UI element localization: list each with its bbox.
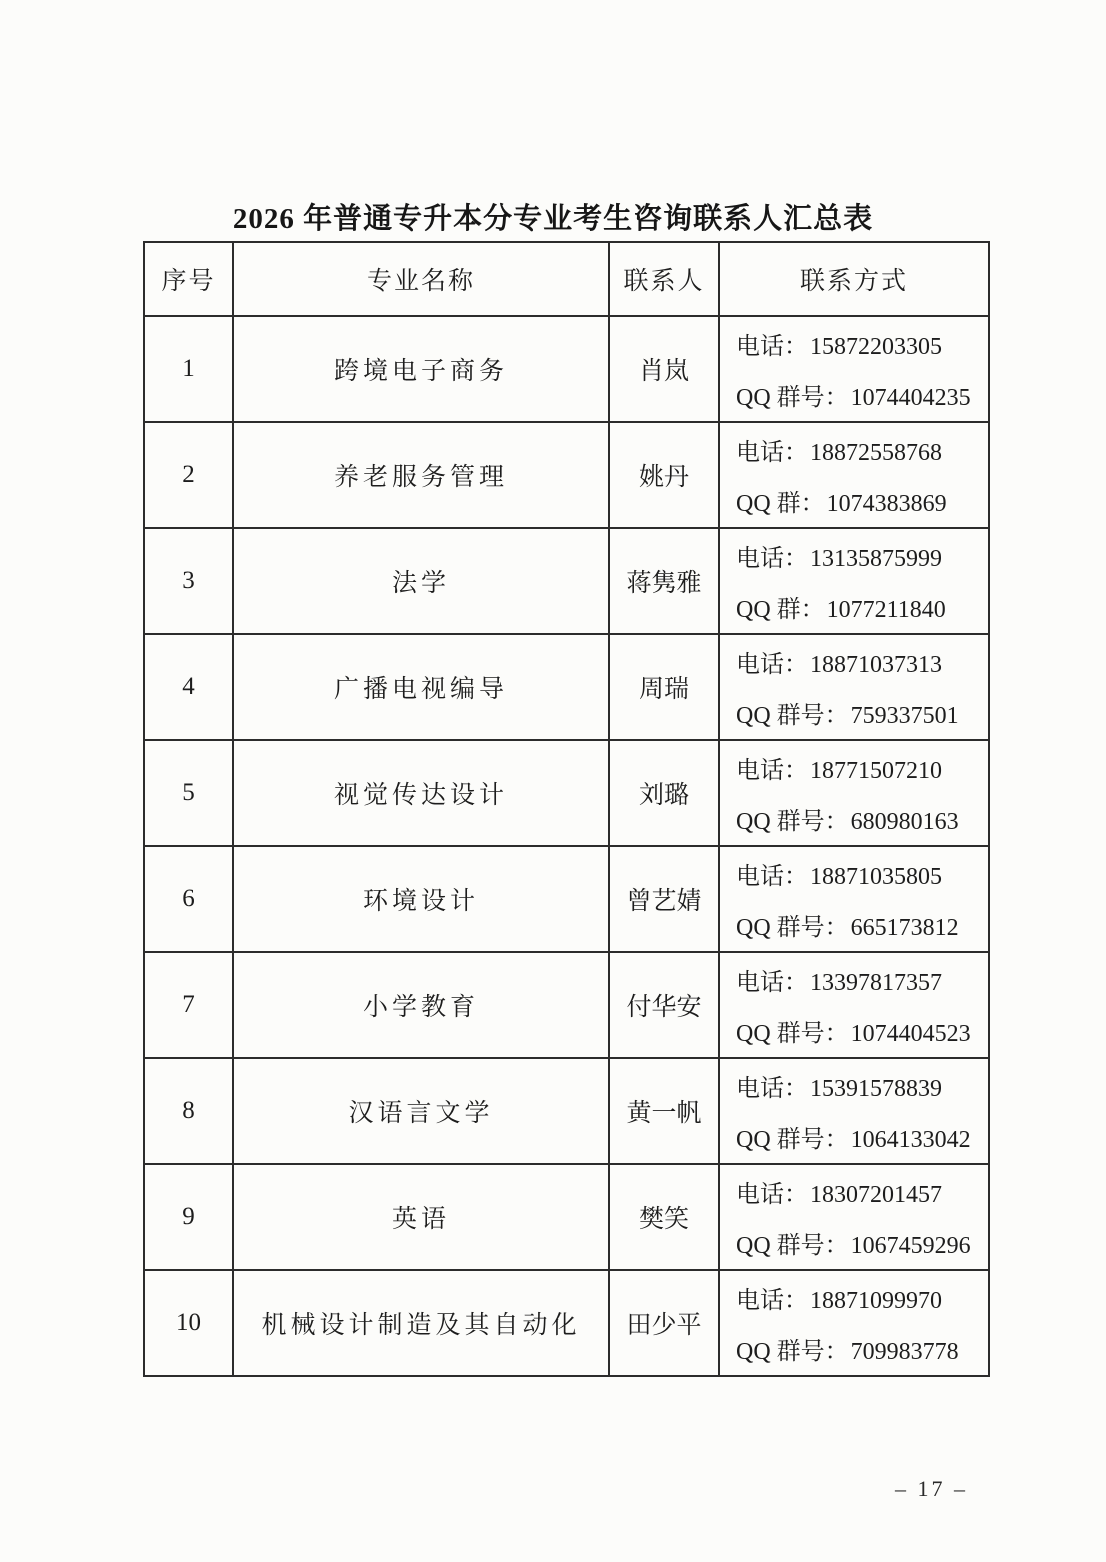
row-contact: 姚丹 [609, 422, 719, 528]
table-row [144, 1058, 989, 1164]
qq-group-label: QQ 群号： [736, 385, 849, 411]
row-index: 10 [144, 1270, 233, 1376]
row-major: 法学 [233, 528, 609, 634]
row-contact: 黄一帆 [609, 1058, 719, 1164]
phone-number: 18871037313 [810, 652, 942, 678]
qq-line [736, 695, 984, 730]
phone-number: 15391578839 [810, 1076, 942, 1102]
phone-line [736, 326, 984, 361]
phone-line [736, 1068, 984, 1103]
table-row [144, 846, 989, 952]
table-row [144, 528, 989, 634]
phone-line [736, 1280, 984, 1315]
row-contact: 蒋隽雅 [609, 528, 719, 634]
header-method: 联系方式 [719, 242, 989, 316]
page-number: – 17 – [895, 1476, 968, 1501]
row-method [719, 1270, 989, 1376]
phone-number: 15872203305 [810, 334, 942, 360]
qq-group-number: 665173812 [850, 915, 959, 941]
header-contact: 联系人 [609, 242, 719, 316]
qq-group-label: QQ 群号： [736, 1127, 849, 1153]
phone-label: 电话： [736, 1182, 808, 1208]
qq-group-label: QQ 群： [736, 597, 825, 623]
phone-line [736, 432, 984, 467]
row-index: 8 [144, 1058, 233, 1164]
contact-table [143, 241, 990, 1377]
table-row [144, 952, 989, 1058]
row-method [719, 952, 989, 1058]
method-lines [736, 643, 984, 731]
table-row [144, 422, 989, 528]
row-major: 环境设计 [233, 846, 609, 952]
phone-label: 电话： [736, 334, 808, 360]
row-index: 7 [144, 952, 233, 1058]
table-header-row [144, 242, 989, 316]
method-lines [736, 1173, 984, 1261]
table-row [144, 1270, 989, 1376]
phone-label: 电话： [736, 1288, 808, 1314]
row-index: 4 [144, 634, 233, 740]
table-row [144, 634, 989, 740]
method-lines [736, 749, 984, 837]
method-lines [736, 325, 984, 413]
qq-group-label: QQ 群号： [736, 703, 849, 729]
phone-line [736, 644, 984, 679]
row-method [719, 634, 989, 740]
phone-number: 13135875999 [810, 546, 942, 572]
row-contact: 付华安 [609, 952, 719, 1058]
qq-group-number: 1074383869 [826, 491, 947, 517]
qq-group-label: QQ 群号： [736, 1233, 849, 1259]
row-major: 跨境电子商务 [233, 316, 609, 422]
row-method [719, 528, 989, 634]
phone-label: 电话： [736, 546, 808, 572]
row-method [719, 316, 989, 422]
method-lines [736, 961, 984, 1049]
header-index: 序号 [144, 242, 233, 316]
row-contact: 刘璐 [609, 740, 719, 846]
row-index: 6 [144, 846, 233, 952]
qq-line [736, 1119, 984, 1154]
row-index: 1 [144, 316, 233, 422]
row-major: 广播电视编导 [233, 634, 609, 740]
row-major: 养老服务管理 [233, 422, 609, 528]
row-contact: 曾艺婧 [609, 846, 719, 952]
row-index: 3 [144, 528, 233, 634]
qq-line [736, 1225, 984, 1260]
row-method [719, 846, 989, 952]
phone-label: 电话： [736, 864, 808, 890]
qq-line [736, 801, 984, 836]
phone-number: 18871099970 [810, 1288, 942, 1314]
row-contact: 肖岚 [609, 316, 719, 422]
row-method [719, 422, 989, 528]
qq-line [736, 483, 984, 518]
qq-group-label: QQ 群号： [736, 809, 849, 835]
row-method [719, 1058, 989, 1164]
phone-number: 18872558768 [810, 440, 942, 466]
table-row [144, 1164, 989, 1270]
method-lines [736, 1279, 984, 1367]
row-major: 小学教育 [233, 952, 609, 1058]
qq-line [736, 1013, 984, 1048]
method-lines [736, 855, 984, 943]
method-lines [736, 537, 984, 625]
qq-group-number: 1077211840 [826, 597, 946, 623]
qq-group-number: 680980163 [850, 809, 959, 835]
phone-number: 18307201457 [810, 1182, 942, 1208]
method-lines [736, 1067, 984, 1155]
row-contact: 周瑞 [609, 634, 719, 740]
qq-group-label: QQ 群： [736, 491, 825, 517]
method-lines [736, 431, 984, 519]
phone-line [736, 1174, 984, 1209]
row-contact: 樊笑 [609, 1164, 719, 1270]
phone-label: 电话： [736, 1076, 808, 1102]
row-major: 汉语言文学 [233, 1058, 609, 1164]
qq-group-number: 1074404235 [850, 385, 971, 411]
qq-group-number: 1064133042 [850, 1127, 971, 1153]
phone-line [736, 750, 984, 785]
row-index: 9 [144, 1164, 233, 1270]
qq-group-number: 1067459296 [850, 1233, 971, 1259]
qq-line [736, 377, 984, 412]
row-index: 2 [144, 422, 233, 528]
phone-label: 电话： [736, 758, 808, 784]
row-method [719, 740, 989, 846]
row-major: 视觉传达设计 [233, 740, 609, 846]
qq-line [736, 1331, 984, 1366]
qq-group-label: QQ 群号： [736, 915, 849, 941]
phone-label: 电话： [736, 970, 808, 996]
qq-group-label: QQ 群号： [736, 1021, 849, 1047]
phone-number: 13397817357 [810, 970, 942, 996]
phone-line [736, 538, 984, 573]
table-row [144, 316, 989, 422]
phone-line [736, 856, 984, 891]
phone-line [736, 962, 984, 997]
qq-group-number: 759337501 [850, 703, 959, 729]
header-major: 专业名称 [233, 242, 609, 316]
row-major: 英语 [233, 1164, 609, 1270]
qq-group-number: 709983778 [850, 1339, 959, 1365]
row-index: 5 [144, 740, 233, 846]
phone-label: 电话： [736, 440, 808, 466]
page-title: 2026 年普通专升本分专业考生咨询联系人汇总表 [232, 203, 874, 235]
phone-number: 18871035805 [810, 864, 942, 890]
phone-number: 18771507210 [810, 758, 942, 784]
row-method [719, 1164, 989, 1270]
qq-line [736, 907, 984, 942]
table-body [144, 316, 989, 1376]
phone-label: 电话： [736, 652, 808, 678]
qq-group-label: QQ 群号： [736, 1339, 849, 1365]
table-row [144, 740, 989, 846]
row-contact: 田少平 [609, 1270, 719, 1376]
qq-group-number: 1074404523 [850, 1021, 971, 1047]
qq-line [736, 589, 984, 624]
row-major: 机械设计制造及其自动化 [233, 1270, 609, 1376]
